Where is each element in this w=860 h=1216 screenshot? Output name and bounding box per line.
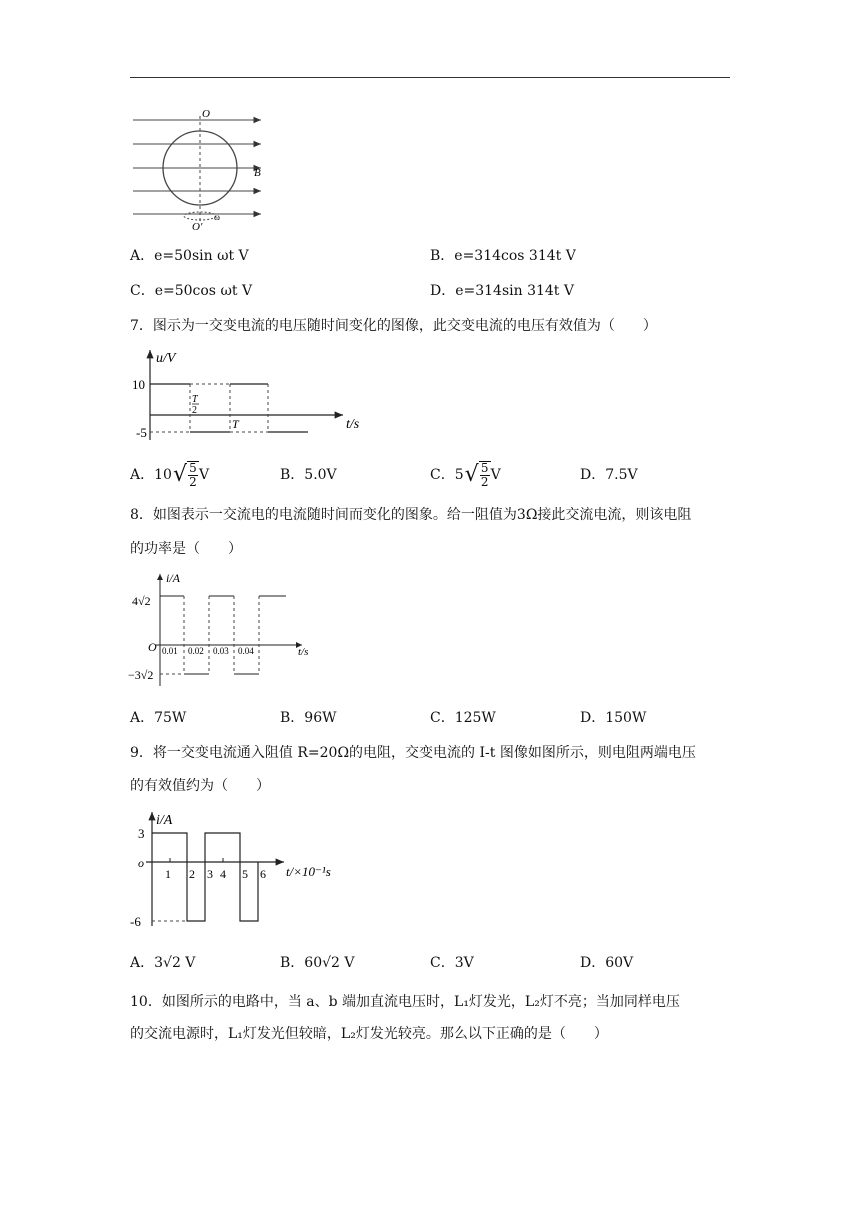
q7-option-a: A．10 √ $\frac{5}{2}$ V [130,461,210,489]
y-axis-label: i/A [166,571,180,585]
q6-option-d: D．e=314sin 314t V [430,283,574,299]
q9-option-c: C．3V [430,955,474,971]
q9-option-d: D．60V [580,955,634,971]
period-label: T [232,417,239,431]
tick-label: 1 [165,867,171,881]
field-lines [133,120,261,214]
label-omega: ω [214,212,220,222]
q8-stem-line1: 8．如图表示一交流电的电流随时间而变化的图象。给一阻值为3Ω接此交流电流，则该电阻 [130,507,692,523]
q9-figure [128,808,378,940]
origin-label: O [148,640,157,654]
q7-option-c: C．5 √ $\frac{5}{2}$ V [430,461,501,489]
tick-label: 2 [189,867,195,881]
tick-label: 6 [260,867,266,881]
y-high-label: 3 [138,826,145,841]
x-axis-label: t/s [298,646,309,658]
x-axis-label: t/s [346,417,360,432]
q7-option-d: D．7.5V [580,467,638,483]
y-high-label: 4√2 [132,594,151,608]
tick-label: 5 [242,867,248,881]
q10-stem-line2: 的交流电源时，L₁灯发光但较暗，L₂灯发光较亮。那么以下正确的是（ ） [130,1026,608,1042]
x-axis-label: t/×10⁻¹s [286,864,331,879]
q7-stem: 7．图示为一交变电流的电压随时间变化的图像，此交变电流的电压有效值为（ ） [130,318,657,334]
tick-label: 0.02 [188,646,204,656]
y-axis-label: i/A [156,813,173,828]
q8-option-d: D．150W [580,710,647,726]
q6-option-a: A．e=50sin ωt V [130,248,249,264]
q9-stem-line2: 的有效值约为（ ） [130,778,270,794]
current-waveform [160,596,286,674]
dashed-guides [160,596,259,674]
dashed-guides [150,384,268,432]
label-o-top: O [202,108,210,120]
y-low-label: −3√2 [128,668,154,682]
q7-figure [128,344,368,444]
q6-figure [128,106,268,232]
half-period-den: 2 [192,405,197,416]
q6-option-c: C．e=50cos ωt V [130,283,253,299]
header-rule [130,77,730,78]
q8-figure [126,566,326,690]
q7-option-b: B．5.0V [280,467,337,483]
label-b: B [254,167,261,179]
tick-label: 3 [207,867,213,881]
q10-stem-line1: 10．如图所示的电路中，当 a、b 端加直流电压时，L₁灯发光，L₂灯不亮；当加同样电压 [130,994,680,1010]
y-low-label: -5 [136,425,147,440]
tick-label: 4 [220,867,226,881]
tick-label: 0.01 [162,646,178,656]
q8-option-a: A．75W [130,710,187,726]
q8-option-c: C．125W [430,710,496,726]
q9-option-a: A．3√2 V [130,955,196,971]
y-axis-label: u/V [156,351,176,366]
origin-label: o [138,856,144,870]
q8-stem-line2: 的功率是（ ） [130,541,242,557]
q6-option-b: B．e=314cos 314t V [430,248,576,264]
tick-label: 0.04 [238,646,254,656]
tick-label: 0.03 [213,646,229,656]
y-low-label: -6 [130,914,141,929]
q8-option-b: B．96W [280,710,337,726]
q9-option-b: B．60√2 V [280,955,355,971]
q9-stem-line1: 9．将一交变电流通入阻值 R=20Ω的电阻，交变电流的 I-t 图像如图所示，则电阻两端电压 [130,745,696,761]
y-high-label: 10 [132,377,145,392]
label-o-bottom: O′ [192,221,203,232]
voltage-waveform [150,384,308,432]
half-period-num: T [192,394,198,405]
